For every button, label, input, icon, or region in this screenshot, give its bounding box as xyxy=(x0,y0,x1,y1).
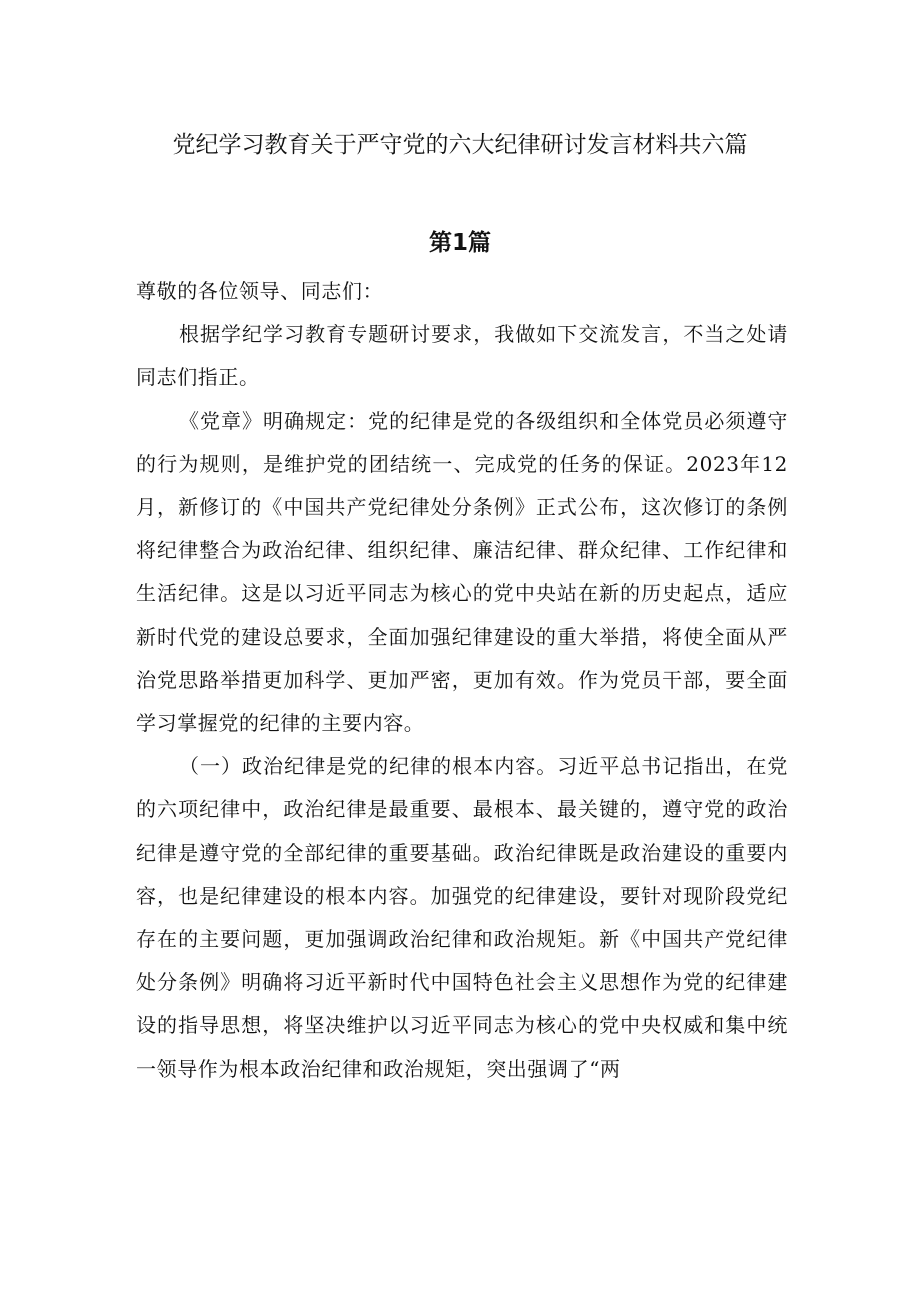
paragraph-3: （一）政治纪律是党的纪律的根本内容。习近平总书记指出，在党的六项纪律中，政治纪律是最重要、最根本、最关键的，遵守党的政治纪律是遵守党的全部纪律的重要基础。政治纪律既是政治建设的重要内容，也是纪律建设的根本内容。加强党的纪律建设，要针对现阶段党纪存在的主要问题，更加强调政治纪律和政治规矩。新《中国共产党纪律处分条例》明确将习近平新时代中国特色社会主义思想作为党的纪律建设的指导思想，将坚决维护以习近平同志为核心的党中央权威和集中统一领导作为根本政治纪律和政治规矩，突出强调了“两 xyxy=(136,754,788,1081)
section-heading: 第1篇 xyxy=(428,230,491,256)
salutation: 尊敬的各位领导、同志们： xyxy=(136,279,384,303)
paragraph-2: 《党章》明确规定：党的纪律是党的各级组织和全体党员必须遵守的行为规则，是维护党的团结统一、完成党的任务的保证。2023年12月，新修订的《中国共产党纪律处分条例》正式公布，这次修订的条例将纪律整合为政治纪律、组织纪律、廉洁纪律、群众纪律、工作纪律和生活纪律。这是以习近平同志为核心的党中央站在新的历史起点，适应新时代党的建设总要求，全面加强纪律建设的重大举措，将使全面从严治党思路举措更加科学、更加严密，更加有效。作为党员干部，要全面学习掌握党的纪律的主要内容。 xyxy=(136,408,788,736)
document-title: 党纪学习教育关于严守党的六大纪律研讨发言材料共六篇 xyxy=(172,132,748,158)
paragraph-1: 根据学纪学习教育专题研讨要求，我做如下交流发言，不当之处请同志们指正。 xyxy=(136,322,788,390)
document-body xyxy=(136,270,788,1091)
